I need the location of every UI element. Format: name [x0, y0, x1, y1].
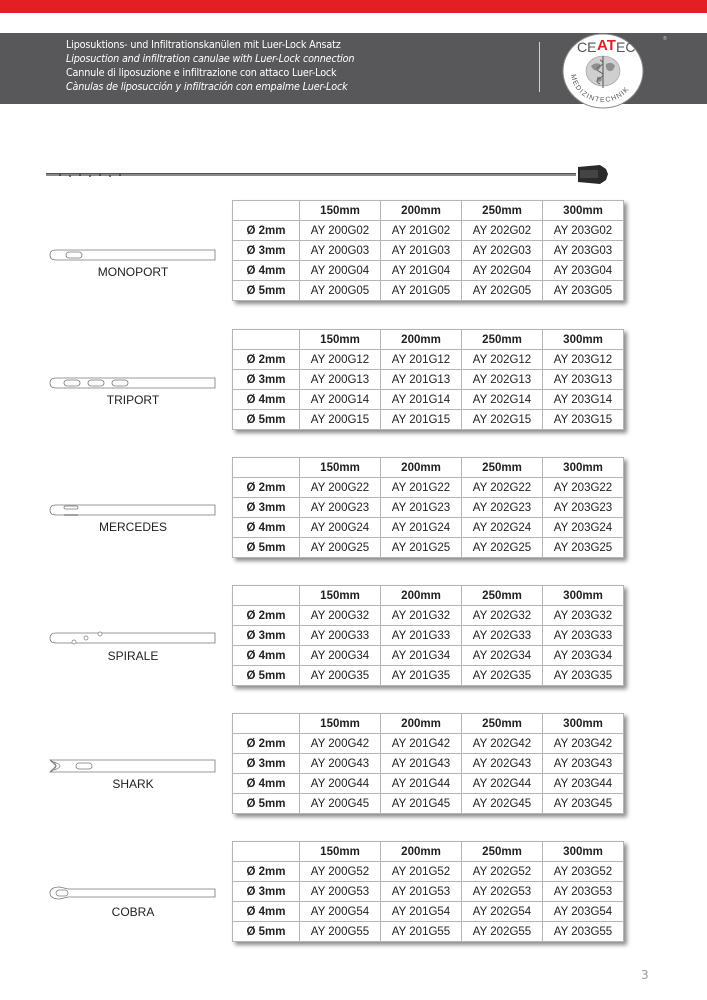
- article-code-cell: AY 202G42: [462, 734, 543, 754]
- column-header: 250mm: [462, 586, 543, 606]
- table-header-row: [233, 842, 624, 862]
- logo-text-at: AT: [597, 37, 616, 54]
- diameter-cell: Ø 2mm: [233, 862, 300, 882]
- article-code-cell: AY 203G15: [543, 410, 624, 430]
- article-code-cell: AY 202G43: [462, 754, 543, 774]
- article-code-cell: AY 201G42: [381, 734, 462, 754]
- diameter-cell: Ø 5mm: [233, 794, 300, 814]
- spec-table-triport: [232, 329, 624, 430]
- table-header-row: [233, 714, 624, 734]
- article-code-cell: AY 203G32: [543, 606, 624, 626]
- article-code-cell: AY 202G04: [462, 261, 543, 281]
- article-code-cell: AY 200G34: [300, 646, 381, 666]
- product-name: SPIRALE: [107, 649, 159, 663]
- cannula-photo: [40, 150, 670, 195]
- diameter-cell: Ø 4mm: [233, 518, 300, 538]
- diameter-cell: Ø 3mm: [233, 626, 300, 646]
- article-code-cell: AY 203G54: [543, 902, 624, 922]
- diameter-cell: Ø 4mm: [233, 646, 300, 666]
- article-code-cell: AY 201G35: [381, 666, 462, 686]
- table-row: [233, 281, 624, 301]
- article-code-cell: AY 202G02: [462, 221, 543, 241]
- article-code-cell: AY 201G12: [381, 350, 462, 370]
- monoport-tip-icon: [48, 248, 218, 262]
- column-header: 200mm: [381, 842, 462, 862]
- article-code-cell: AY 201G32: [381, 606, 462, 626]
- article-code-cell: AY 200G02: [300, 221, 381, 241]
- article-code-cell: AY 200G43: [300, 754, 381, 774]
- article-code-cell: AY 201G03: [381, 241, 462, 261]
- article-code-cell: AY 202G34: [462, 646, 543, 666]
- article-code-cell: AY 201G52: [381, 862, 462, 882]
- article-code-cell: AY 202G44: [462, 774, 543, 794]
- table-row: [233, 221, 624, 241]
- column-header: 250mm: [462, 714, 543, 734]
- table-row: [233, 882, 624, 902]
- article-code-cell: AY 200G14: [300, 390, 381, 410]
- article-code-cell: AY 200G33: [300, 626, 381, 646]
- logo-text-ec: EC: [616, 39, 636, 55]
- column-header: 200mm: [381, 714, 462, 734]
- diameter-cell: Ø 5mm: [233, 281, 300, 301]
- article-code-cell: AY 203G04: [543, 261, 624, 281]
- product-name: COBRA: [111, 905, 155, 919]
- article-code-cell: AY 202G12: [462, 350, 543, 370]
- article-code-cell: AY 203G22: [543, 478, 624, 498]
- article-code-cell: AY 200G03: [300, 241, 381, 261]
- table-header-row: [233, 458, 624, 478]
- diameter-cell: Ø 3mm: [233, 498, 300, 518]
- header-divider: [539, 42, 540, 92]
- article-code-cell: AY 202G24: [462, 518, 543, 538]
- table-row: [233, 410, 624, 430]
- article-code-cell: AY 200G35: [300, 666, 381, 686]
- column-header: 300mm: [543, 842, 624, 862]
- article-code-cell: AY 202G53: [462, 882, 543, 902]
- diameter-cell: Ø 3mm: [233, 370, 300, 390]
- article-code-cell: AY 202G14: [462, 390, 543, 410]
- article-code-cell: AY 201G55: [381, 922, 462, 942]
- title-english: Liposuction and infiltration canulae with Luer-Lock connection: [66, 53, 355, 65]
- article-code-cell: AY 200G32: [300, 606, 381, 626]
- article-code-cell: AY 201G15: [381, 410, 462, 430]
- table-row: [233, 646, 624, 666]
- title-spanish: Cànulas de liposucción y infiltración con empalme Luer-Lock: [66, 81, 348, 93]
- article-code-cell: AY 200G23: [300, 498, 381, 518]
- diameter-cell: Ø 2mm: [233, 606, 300, 626]
- column-header: 200mm: [381, 458, 462, 478]
- article-code-cell: AY 203G43: [543, 754, 624, 774]
- spirale-tip-icon: [48, 631, 218, 645]
- table-row: [233, 734, 624, 754]
- title-german: Liposuktions- und Infiltrationskanülen mit Luer-Lock Ansatz: [66, 39, 341, 51]
- table-row: [233, 922, 624, 942]
- column-header: 300mm: [543, 201, 624, 221]
- product-name: MONOPORT: [97, 265, 169, 279]
- article-code-cell: AY 203G24: [543, 518, 624, 538]
- article-code-cell: AY 200G53: [300, 882, 381, 902]
- shark-tip-icon: [48, 759, 218, 773]
- table-row: [233, 666, 624, 686]
- diameter-cell: Ø 2mm: [233, 350, 300, 370]
- header-corner-cell: [233, 458, 300, 478]
- article-code-cell: AY 202G05: [462, 281, 543, 301]
- table-header-row: [233, 201, 624, 221]
- article-code-cell: AY 200G04: [300, 261, 381, 281]
- column-header: 150mm: [300, 458, 381, 478]
- article-code-cell: AY 202G15: [462, 410, 543, 430]
- article-code-cell: AY 202G52: [462, 862, 543, 882]
- product-name: MERCEDES: [98, 520, 167, 534]
- column-header: 150mm: [300, 586, 381, 606]
- table-row: [233, 350, 624, 370]
- diameter-cell: Ø 3mm: [233, 241, 300, 261]
- diameter-cell: Ø 2mm: [233, 478, 300, 498]
- article-code-cell: AY 201G33: [381, 626, 462, 646]
- table-row: [233, 478, 624, 498]
- article-code-cell: AY 203G23: [543, 498, 624, 518]
- article-code-cell: AY 202G35: [462, 666, 543, 686]
- column-header: 250mm: [462, 842, 543, 862]
- article-code-cell: AY 201G24: [381, 518, 462, 538]
- table-header-row: [233, 330, 624, 350]
- product-name: TRIPORT: [106, 393, 160, 407]
- article-code-cell: AY 203G33: [543, 626, 624, 646]
- article-code-cell: AY 203G12: [543, 350, 624, 370]
- column-header: 150mm: [300, 330, 381, 350]
- table-row: [233, 518, 624, 538]
- article-code-cell: AY 200G54: [300, 902, 381, 922]
- table-row: [233, 794, 624, 814]
- product-name: SHARK: [112, 777, 154, 791]
- diameter-cell: Ø 2mm: [233, 734, 300, 754]
- diameter-cell: Ø 2mm: [233, 221, 300, 241]
- article-code-cell: AY 201G04: [381, 261, 462, 281]
- diameter-cell: Ø 5mm: [233, 410, 300, 430]
- diameter-cell: Ø 4mm: [233, 902, 300, 922]
- registered-mark: ®: [663, 36, 667, 42]
- diameter-cell: Ø 4mm: [233, 261, 300, 281]
- article-code-cell: AY 203G14: [543, 390, 624, 410]
- article-code-cell: AY 201G14: [381, 390, 462, 410]
- header-corner-cell: [233, 330, 300, 350]
- article-code-cell: AY 203G05: [543, 281, 624, 301]
- article-code-cell: AY 202G33: [462, 626, 543, 646]
- table-row: [233, 390, 624, 410]
- article-code-cell: AY 202G54: [462, 902, 543, 922]
- article-code-cell: AY 200G42: [300, 734, 381, 754]
- header-corner-cell: [233, 201, 300, 221]
- article-code-cell: AY 201G02: [381, 221, 462, 241]
- article-code-cell: AY 200G44: [300, 774, 381, 794]
- spec-table-spirale: [232, 585, 624, 686]
- table-row: [233, 862, 624, 882]
- column-header: 250mm: [462, 458, 543, 478]
- diameter-cell: Ø 4mm: [233, 390, 300, 410]
- spec-table-cobra: [232, 841, 624, 942]
- article-code-cell: AY 200G45: [300, 794, 381, 814]
- article-code-cell: AY 200G24: [300, 518, 381, 538]
- spec-table-shark: [232, 713, 624, 814]
- header-corner-cell: [233, 842, 300, 862]
- article-code-cell: AY 203G52: [543, 862, 624, 882]
- article-code-cell: AY 203G13: [543, 370, 624, 390]
- column-header: 200mm: [381, 586, 462, 606]
- article-code-cell: AY 200G13: [300, 370, 381, 390]
- article-code-cell: AY 203G25: [543, 538, 624, 558]
- article-code-cell: AY 202G03: [462, 241, 543, 261]
- article-code-cell: AY 201G22: [381, 478, 462, 498]
- article-code-cell: AY 203G35: [543, 666, 624, 686]
- column-header: 150mm: [300, 201, 381, 221]
- column-header: 150mm: [300, 714, 381, 734]
- article-code-cell: AY 202G23: [462, 498, 543, 518]
- article-code-cell: AY 200G05: [300, 281, 381, 301]
- table-header-row: [233, 586, 624, 606]
- article-code-cell: AY 203G45: [543, 794, 624, 814]
- article-code-cell: AY 201G43: [381, 754, 462, 774]
- article-code-cell: AY 202G13: [462, 370, 543, 390]
- table-row: [233, 606, 624, 626]
- table-row: [233, 241, 624, 261]
- table-row: [233, 538, 624, 558]
- article-code-cell: AY 201G45: [381, 794, 462, 814]
- column-header: 200mm: [381, 201, 462, 221]
- mercedes-tip-icon: [48, 503, 218, 517]
- article-code-cell: AY 201G23: [381, 498, 462, 518]
- diameter-cell: Ø 3mm: [233, 754, 300, 774]
- table-row: [233, 626, 624, 646]
- column-header: 300mm: [543, 458, 624, 478]
- article-code-cell: AY 200G52: [300, 862, 381, 882]
- column-header: 250mm: [462, 201, 543, 221]
- article-code-cell: AY 200G25: [300, 538, 381, 558]
- column-header: 200mm: [381, 330, 462, 350]
- top-red-bar: [0, 0, 707, 13]
- article-code-cell: AY 200G12: [300, 350, 381, 370]
- cobra-tip-icon: [48, 886, 218, 900]
- article-code-cell: AY 203G02: [543, 221, 624, 241]
- diameter-cell: Ø 5mm: [233, 666, 300, 686]
- triport-tip-icon: [48, 376, 218, 390]
- diameter-cell: Ø 4mm: [233, 774, 300, 794]
- article-code-cell: AY 202G55: [462, 922, 543, 942]
- column-header: 300mm: [543, 330, 624, 350]
- logo-subtitle: MEDIZINTECHNIK: [568, 73, 632, 105]
- page-number: 3: [641, 968, 649, 982]
- article-code-cell: AY 201G05: [381, 281, 462, 301]
- header-titles: [66, 38, 354, 94]
- header-corner-cell: [233, 714, 300, 734]
- article-code-cell: AY 203G34: [543, 646, 624, 666]
- article-code-cell: AY 201G25: [381, 538, 462, 558]
- spec-table-monoport: [232, 200, 624, 301]
- article-code-cell: AY 201G34: [381, 646, 462, 666]
- article-code-cell: AY 201G54: [381, 902, 462, 922]
- column-header: 300mm: [543, 586, 624, 606]
- table-row: [233, 774, 624, 794]
- article-code-cell: AY 202G32: [462, 606, 543, 626]
- diameter-cell: Ø 5mm: [233, 538, 300, 558]
- article-code-cell: AY 201G13: [381, 370, 462, 390]
- header-corner-cell: [233, 586, 300, 606]
- article-code-cell: AY 201G53: [381, 882, 462, 902]
- article-code-cell: AY 201G44: [381, 774, 462, 794]
- table-row: [233, 902, 624, 922]
- table-row: [233, 498, 624, 518]
- column-header: 250mm: [462, 330, 543, 350]
- title-italian: Cannule di liposuzione e infiltrazione con attaco Luer-Lock: [66, 67, 337, 79]
- article-code-cell: AY 202G25: [462, 538, 543, 558]
- column-header: 300mm: [543, 714, 624, 734]
- article-code-cell: AY 202G45: [462, 794, 543, 814]
- table-row: [233, 370, 624, 390]
- table-row: [233, 754, 624, 774]
- ceatec-logo: [561, 30, 645, 110]
- diameter-cell: Ø 3mm: [233, 882, 300, 902]
- table-row: [233, 261, 624, 281]
- article-code-cell: AY 203G55: [543, 922, 624, 942]
- article-code-cell: AY 203G03: [543, 241, 624, 261]
- article-code-cell: AY 203G44: [543, 774, 624, 794]
- spec-table-mercedes: [232, 457, 624, 558]
- article-code-cell: AY 203G53: [543, 882, 624, 902]
- diameter-cell: Ø 5mm: [233, 922, 300, 942]
- article-code-cell: AY 202G22: [462, 478, 543, 498]
- logo-text-ce: CE: [577, 39, 597, 55]
- article-code-cell: AY 200G15: [300, 410, 381, 430]
- article-code-cell: AY 203G42: [543, 734, 624, 754]
- article-code-cell: AY 200G22: [300, 478, 381, 498]
- article-code-cell: AY 200G55: [300, 922, 381, 942]
- column-header: 150mm: [300, 842, 381, 862]
